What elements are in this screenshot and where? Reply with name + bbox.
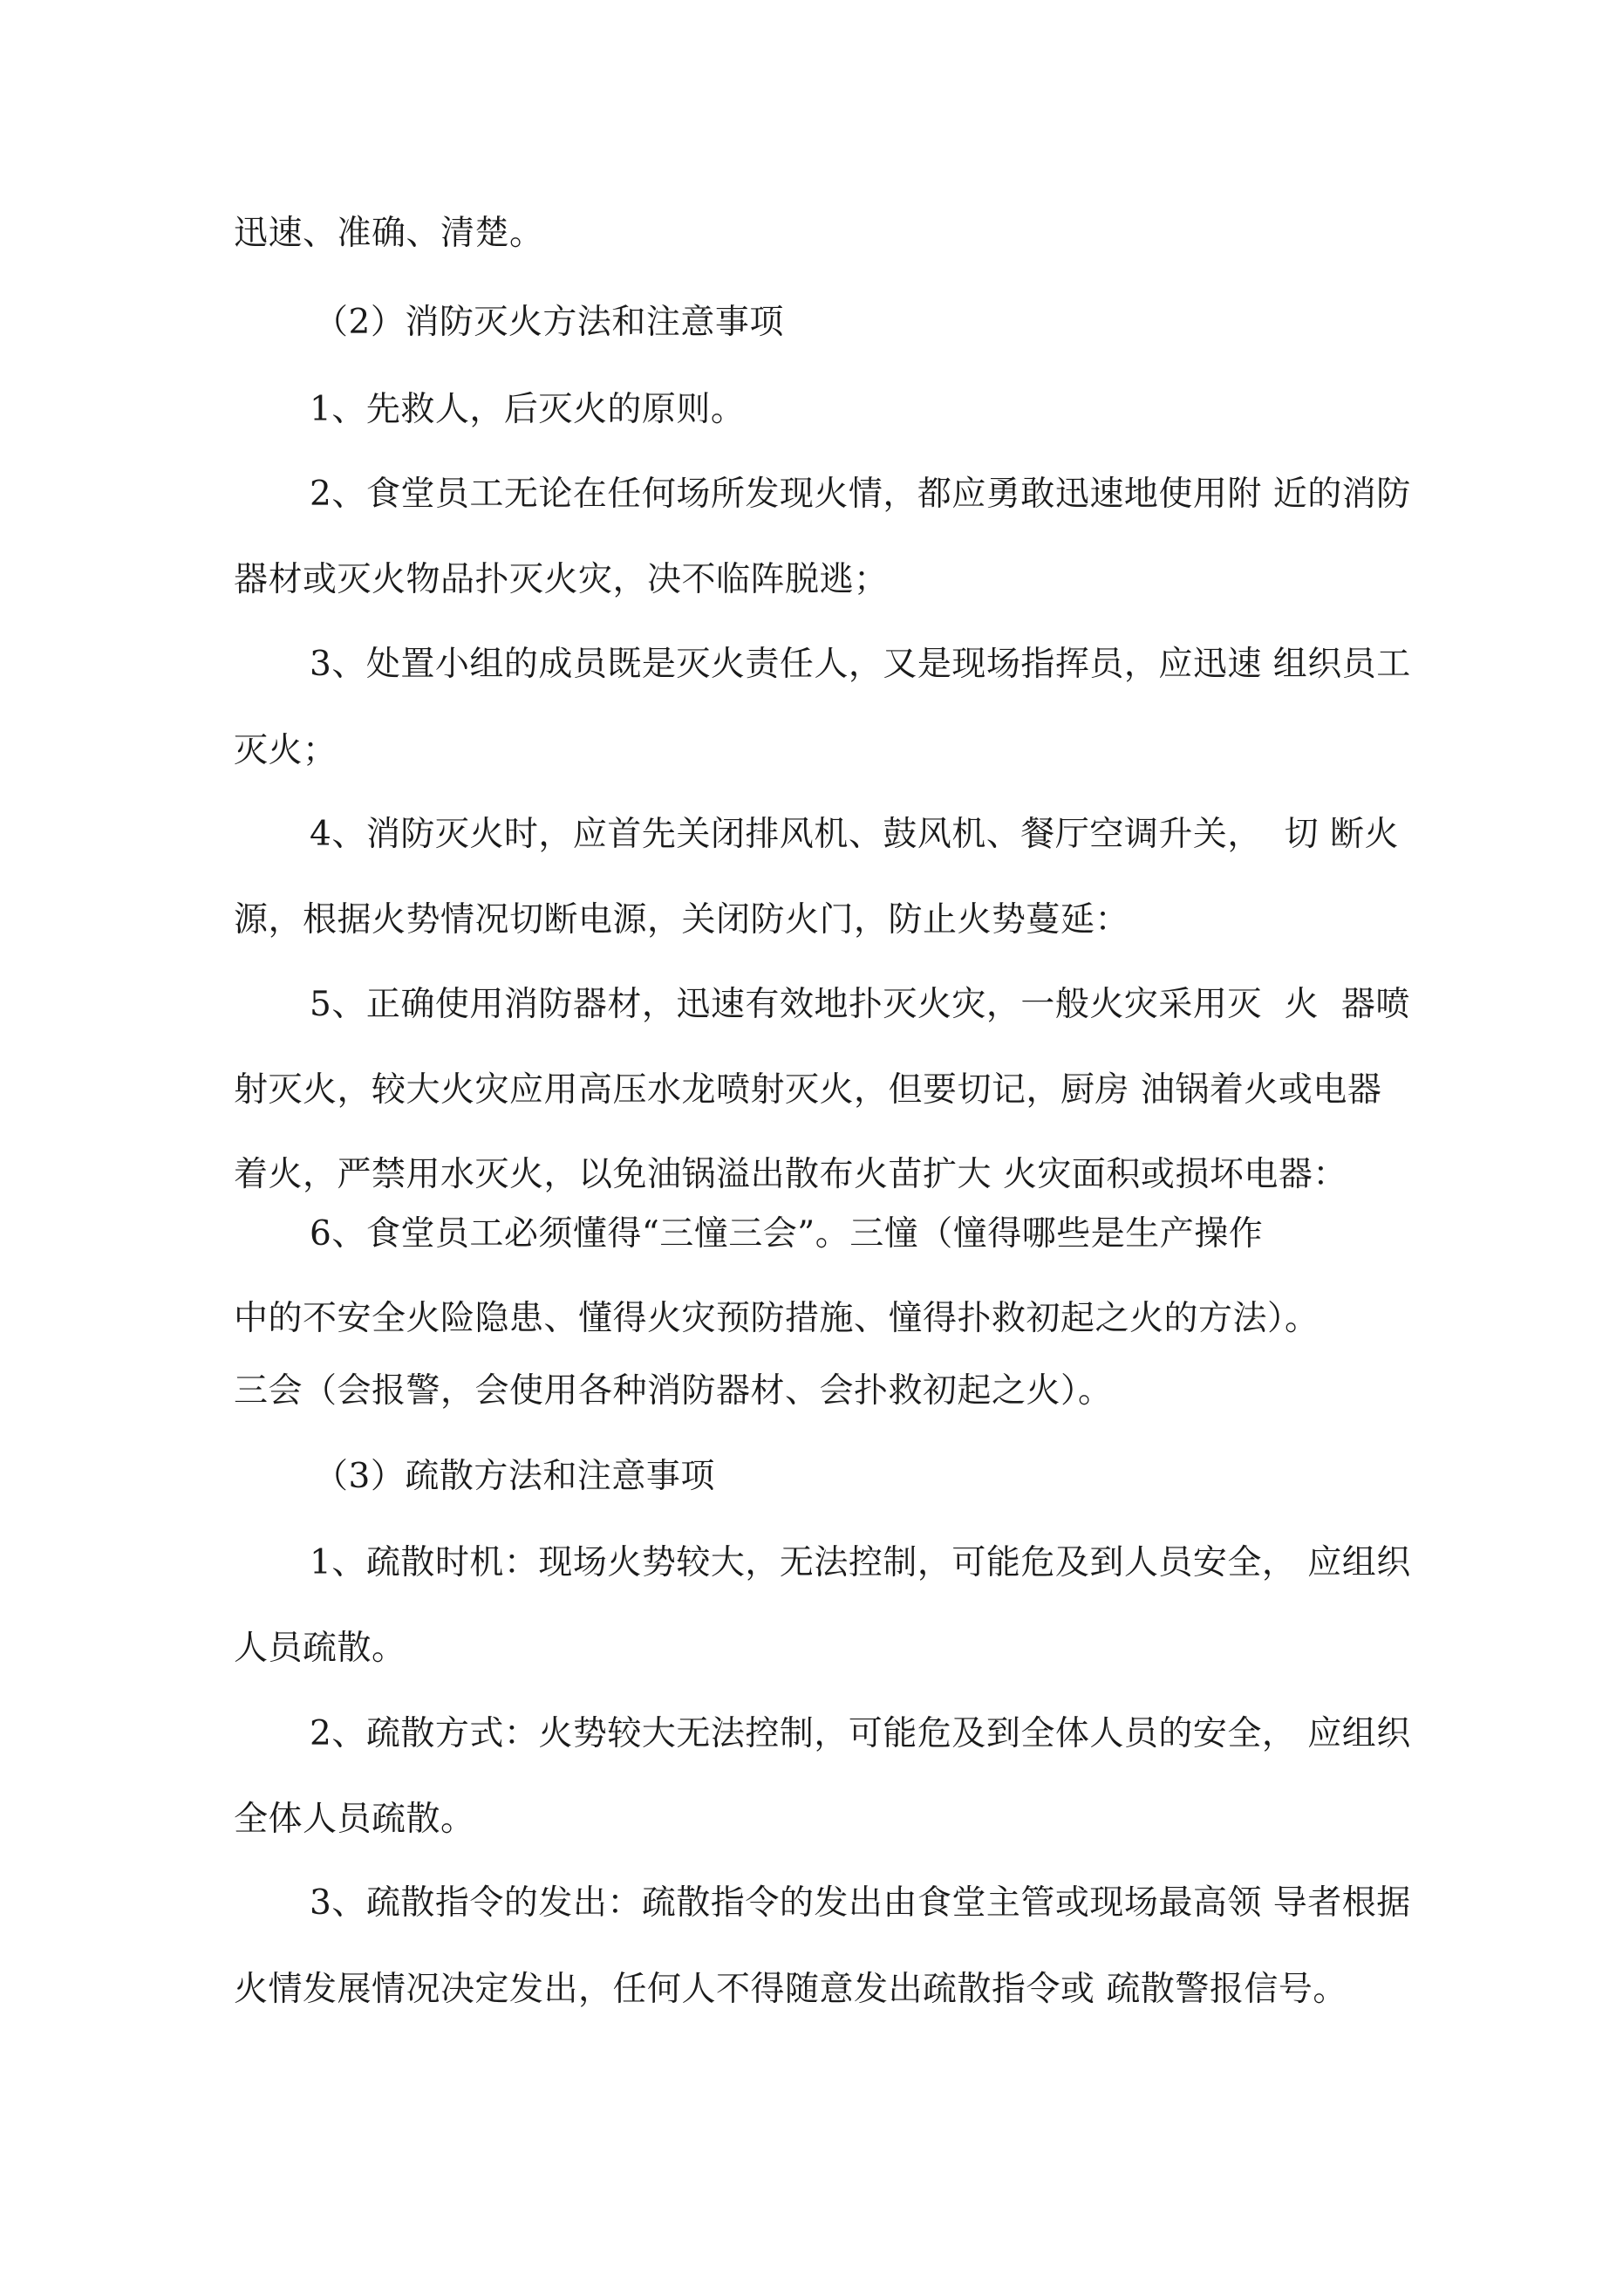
text-line: 5、正确使用消防器材，迅速有效地扑灭火灾，一般火灾采用灭 火 器喷: [310, 985, 1410, 1024]
text-line: 1、疏散时机：现场火势较大，无法控制，可能危及到人员安全， 应组织: [310, 1543, 1411, 1582]
section-heading: （3）疏散方法和注意事项: [314, 1457, 715, 1496]
text-line: 着火，严禁用水灭火，以免油锅溢出散布火苗扩大 火灾面积或损坏电器：: [234, 1155, 1347, 1194]
text-line: 全体人员疏散。: [234, 1800, 475, 1839]
text-line: 2、疏散方式：火势较大无法控制，可能危及到全体人员的安全， 应组织: [310, 1714, 1411, 1753]
text-line: 器材或灭火物品扑灭火灾，决不临阵脱逃；: [234, 560, 889, 599]
text-line: 人员疏散。: [234, 1629, 406, 1668]
text-line: 三会（会报警，会使用各种消防器材、会扑救初起之火）。: [234, 1371, 1113, 1411]
text-line: 灭火；: [234, 731, 338, 770]
text-line: 3、处置小组的成员既是灭火责任人，又是现场指挥员，应迅速 组织员工: [310, 645, 1411, 684]
text-line: 射灭火，较大火灾应用高压水龙喷射灭火，但要切记，厨房 油锅着火或电器: [234, 1070, 1382, 1110]
text-line: 4、消防灭火时，应首先关闭排风机、鼓风机、餐厅空调升关， 切 断火: [310, 815, 1400, 854]
text-line: 中的不安全火险隐患、懂得火灾预防措施、憧得扑救初起之火的方法）。: [234, 1299, 1320, 1338]
text-line: 6、食堂员工必须懂得“三憧三会”。三憧（憧得哪些是生产操作: [310, 1214, 1264, 1254]
text-line: 3、疏散指令的发出：疏散指令的发出由食堂主管或现场最高领 导者根据: [310, 1883, 1411, 1923]
text-line: 迅速、准确、清楚。: [234, 214, 544, 253]
text-line: 火情发展情况决定发出，任何人不得随意发出疏散指令或 疏散警报信号。: [234, 1970, 1347, 2009]
section-heading: （2）消防灭火方法和注意事项: [314, 303, 784, 342]
text-line: 1、先救人，后灭火的原则。: [310, 390, 746, 429]
text-line: 2、食堂员工无论在任何场所发现火情，都应勇敢迅速地使用附 近的消防: [310, 475, 1411, 514]
text-line: 源，根据火势情况切断电源，关闭防火门，防止火势蔓延：: [234, 900, 1130, 940]
